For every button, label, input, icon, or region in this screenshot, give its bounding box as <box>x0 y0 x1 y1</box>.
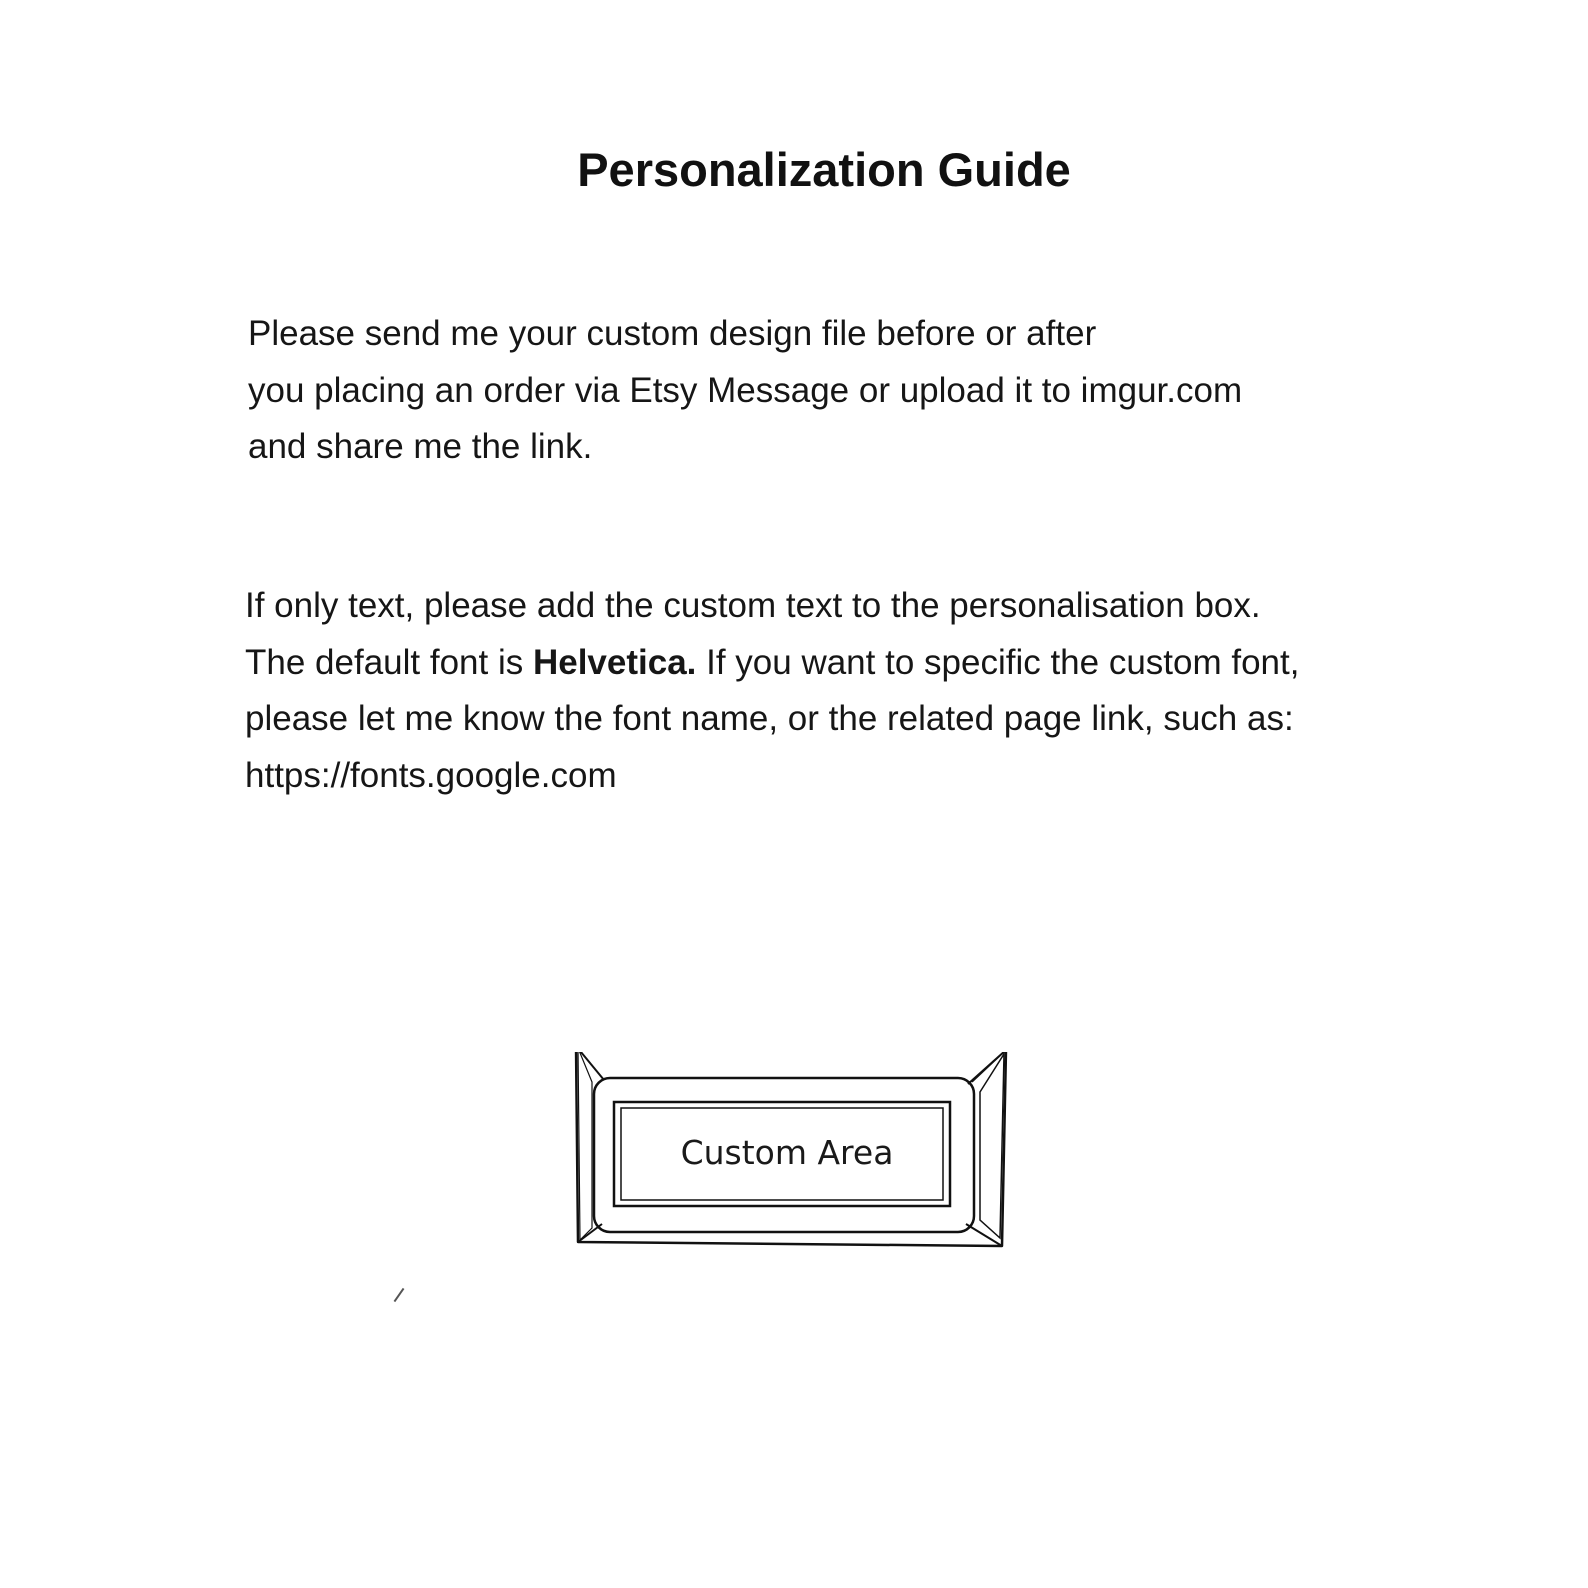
default-font-line <box>245 635 1505 692</box>
text-instruction-line: If only text, please add the custom text to the personalisation box. <box>245 586 1261 625</box>
default-font-suffix: If you want to specific the custom font, <box>696 642 1300 682</box>
instruction-line: and share me the link. <box>248 427 593 466</box>
default-font-name: Helvetica. <box>532 642 697 682</box>
instruction-line: Please send me your custom design file before or after <box>248 314 1097 353</box>
font-link-example: https://fonts.google.com <box>245 755 617 795</box>
text-instructions <box>245 578 1505 804</box>
default-font-prefix: The default font is <box>245 642 533 682</box>
custom-area-label: Custom Area <box>680 1132 894 1172</box>
text-instruction-line: please let me know the font name, or the related page link, such as: <box>245 699 1294 738</box>
page-title: Personalization Guide <box>577 143 1071 196</box>
keycap-illustration <box>572 1052 1012 1252</box>
instruction-line: you placing an order via Etsy Message or upload it to imgur.com <box>248 370 1243 410</box>
upload-instructions <box>248 306 1448 476</box>
pen-mark <box>394 1288 405 1302</box>
